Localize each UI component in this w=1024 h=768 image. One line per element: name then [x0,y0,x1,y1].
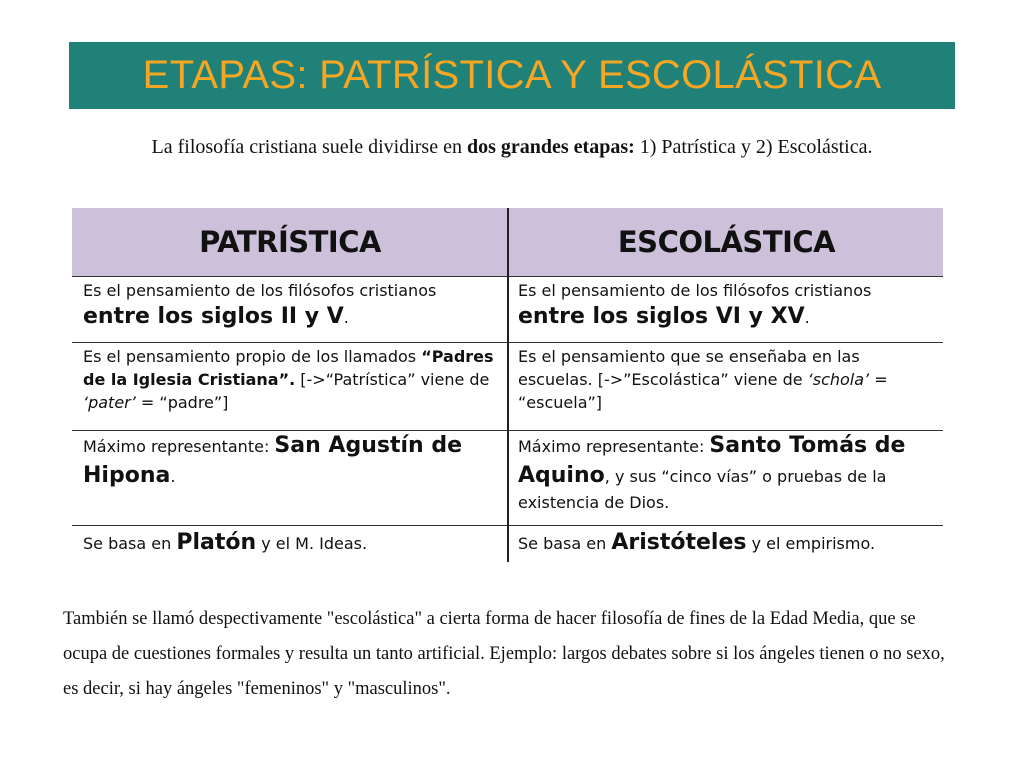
cell-escolastica-definicion [518,345,933,414]
cell-escolastica-base [518,528,938,558]
header-escolastica: ESCOLÁSTICA [617,225,836,259]
cell-text: ‘pater’ [83,393,136,412]
cell-text: Es el pensamiento que se enseñaba en las escuelas. [->”Escolástica” viene de [518,347,860,389]
cell-text: entre los siglos VI y XV [518,304,805,329]
cell-text: Es el pensamiento de los filósofos cristianos [518,281,872,300]
cell-text: Platón [176,530,257,555]
cell-text: Es el pensamiento de los filósofos cristianos [83,281,437,300]
cell-escolastica-representante [518,431,940,514]
cell-text: Aristóteles [611,530,747,555]
cell-text: [->“Patrística” viene de [295,370,490,389]
cell-text: . [343,308,349,327]
cell-patristica-base [83,528,499,558]
cell-text: entre los siglos II y V [83,304,344,329]
cell-text: “Padres de la Iglesia Cristiana”. [83,347,494,389]
intro-text-end: 1) Patrística y 2) Escolástica. [634,136,873,158]
cell-text: Se basa en [518,534,612,553]
intro-paragraph [0,136,1024,159]
cell-text: . [804,308,810,327]
page-title: ETAPAS: PATRÍSTICA Y ESCOLÁSTICA [142,53,882,97]
cell-text: Máximo representante: [518,437,710,456]
title-banner [69,42,955,109]
closing-paragraph: También se llamó despectivamente "escolástica" a cierta forma de hacer filosofía de fines de la Edad Media, que se ocupa de cuestiones formales y resulta un tanto artificial. Ejemplo: largos debates sobre si los ángeles tienen o no sexo, es decir, si hay ángeles "femeninos" y "masculinos". [63,609,945,699]
cell-patristica-representante [83,431,499,491]
cell-text: ‘schola’ [807,370,870,389]
intro-text-bold: dos grandes etapas: [466,136,635,158]
intro-text-start: La filosofía cristiana suele dividirse en [151,136,467,158]
cell-text: . [170,467,176,486]
cell-text: San Agustín de Hipona [83,433,463,488]
cell-text: , y sus “cinco vías” o pruebas de la existencia de Dios. [518,467,887,512]
cell-text: = “escuela”] [518,370,888,412]
cell-text: Santo Tomás de Aquino [518,433,906,488]
cell-patristica-siglos [83,279,499,332]
header-patristica: PATRÍSTICA [199,225,381,259]
cell-text: y el empirismo. [746,534,876,553]
cell-escolastica-siglos [518,279,938,332]
comparison-table [72,208,943,562]
column-divider [507,208,509,562]
cell-text: Se basa en [83,534,177,553]
cell-text: y el M. Ideas. [256,534,368,553]
cell-patristica-definicion [83,345,499,414]
cell-text: Es el pensamiento propio de los llamados [83,347,422,366]
cell-text: = “padre”] [135,393,229,412]
cell-text: Máximo representante: [83,437,275,456]
